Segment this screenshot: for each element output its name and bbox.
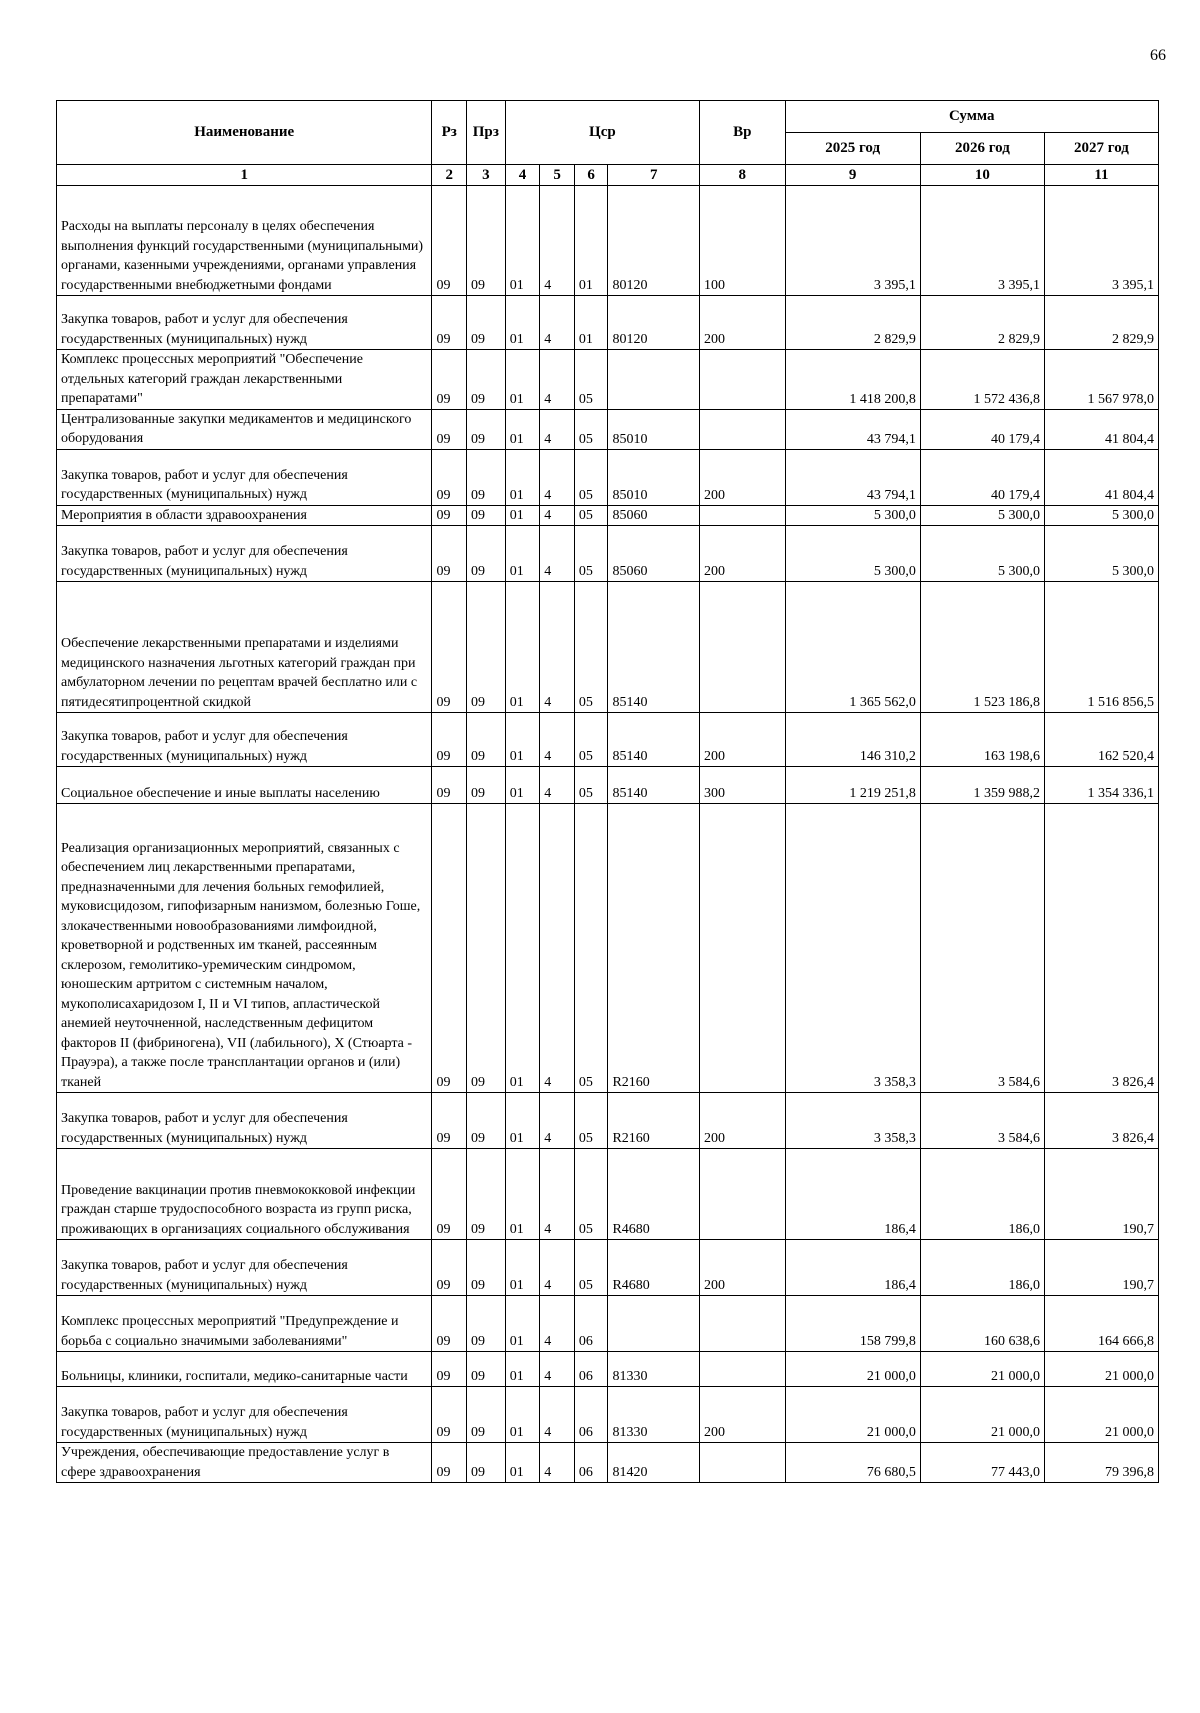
row-csr-2: 4 — [540, 296, 575, 350]
row-csr-3: 05 — [574, 409, 608, 449]
row-name: Учреждения, обеспечивающие предоставление услуг в сфере здравоохранения — [57, 1443, 432, 1483]
row-vr: 300 — [700, 767, 785, 804]
row-csr-2: 4 — [540, 1352, 575, 1387]
row-sum-2027: 3 826,4 — [1044, 804, 1158, 1093]
row-vr: 200 — [700, 713, 785, 767]
row-csr-2: 4 — [540, 804, 575, 1093]
row-sum-2027: 190,7 — [1044, 1149, 1158, 1240]
row-sum-2026: 1 359 988,2 — [920, 767, 1044, 804]
row-vr — [700, 505, 785, 526]
table-row — [57, 505, 1159, 526]
row-csr-3: 05 — [574, 350, 608, 410]
row-sum-2026: 1 572 436,8 — [920, 350, 1044, 410]
row-sum-2025: 5 300,0 — [785, 526, 920, 582]
row-vr — [700, 1296, 785, 1352]
header-sum: Сумма — [785, 101, 1159, 133]
header-rz: Рз — [432, 101, 467, 165]
row-sum-2027: 79 396,8 — [1044, 1443, 1158, 1483]
row-csr-2: 4 — [540, 1296, 575, 1352]
row-csr-1: 01 — [505, 713, 540, 767]
header-name: Наименование — [57, 101, 432, 165]
row-vr: 200 — [700, 1093, 785, 1149]
row-name: Централизованные закупки медикаментов и медицинского оборудования — [57, 409, 432, 449]
row-csr-3: 06 — [574, 1387, 608, 1443]
row-csr-4: 80120 — [608, 296, 700, 350]
row-prz: 09 — [467, 409, 506, 449]
table-row — [57, 582, 1159, 713]
row-sum-2026: 186,0 — [920, 1240, 1044, 1296]
row-sum-2025: 1 418 200,8 — [785, 350, 920, 410]
row-csr-4: 85140 — [608, 713, 700, 767]
row-sum-2025: 186,4 — [785, 1149, 920, 1240]
row-csr-1: 01 — [505, 1387, 540, 1443]
row-csr-2: 4 — [540, 1443, 575, 1483]
row-sum-2027: 190,7 — [1044, 1240, 1158, 1296]
row-name: Проведение вакцинации против пневмококковой инфекции граждан старше трудоспособного возраста из групп риска, проживающих в организациях социального обслуживания — [57, 1149, 432, 1240]
table-row — [57, 767, 1159, 804]
row-csr-4: 85010 — [608, 449, 700, 505]
row-sum-2025: 1 365 562,0 — [785, 582, 920, 713]
row-csr-1: 01 — [505, 350, 540, 410]
row-rz: 09 — [432, 186, 467, 296]
row-rz: 09 — [432, 1387, 467, 1443]
row-prz: 09 — [467, 449, 506, 505]
row-name: Закупка товаров, работ и услуг для обеспечения государственных (муниципальных) нужд — [57, 713, 432, 767]
row-sum-2025: 186,4 — [785, 1240, 920, 1296]
row-csr-4: 81330 — [608, 1387, 700, 1443]
row-sum-2025: 76 680,5 — [785, 1443, 920, 1483]
row-csr-4: 85140 — [608, 767, 700, 804]
row-csr-3: 05 — [574, 1093, 608, 1149]
row-sum-2025: 21 000,0 — [785, 1387, 920, 1443]
table-header-row — [57, 101, 1159, 133]
row-sum-2026: 40 179,4 — [920, 449, 1044, 505]
row-sum-2027: 3 826,4 — [1044, 1093, 1158, 1149]
row-rz: 09 — [432, 767, 467, 804]
row-name: Обеспечение лекарственными препаратами и изделиями медицинского назначения льготных категорий граждан при амбулаторном лечении по рецептам врачей бесплатно или с пятидесятипроцентной скидкой — [57, 582, 432, 713]
row-csr-4 — [608, 1296, 700, 1352]
row-prz: 09 — [467, 1387, 506, 1443]
row-prz: 09 — [467, 505, 506, 526]
row-vr — [700, 582, 785, 713]
row-rz: 09 — [432, 505, 467, 526]
row-csr-2: 4 — [540, 1149, 575, 1240]
table-row — [57, 1387, 1159, 1443]
row-rz: 09 — [432, 1093, 467, 1149]
row-csr-1: 01 — [505, 296, 540, 350]
row-rz: 09 — [432, 713, 467, 767]
col-number: 3 — [467, 165, 506, 186]
row-sum-2027: 162 520,4 — [1044, 713, 1158, 767]
row-csr-3: 05 — [574, 1149, 608, 1240]
row-vr: 200 — [700, 449, 785, 505]
row-sum-2026: 3 584,6 — [920, 1093, 1044, 1149]
table-row — [57, 1352, 1159, 1387]
table-row — [57, 186, 1159, 296]
row-name: Комплекс процессных мероприятий "Обеспечение отдельных категорий граждан лекарственными препаратами" — [57, 350, 432, 410]
row-prz: 09 — [467, 296, 506, 350]
row-sum-2026: 77 443,0 — [920, 1443, 1044, 1483]
page-number: 66 — [1150, 47, 1166, 64]
row-prz: 09 — [467, 350, 506, 410]
header-year-2027: 2027 год — [1044, 133, 1158, 165]
row-sum-2027: 3 395,1 — [1044, 186, 1158, 296]
row-vr: 200 — [700, 526, 785, 582]
row-csr-1: 01 — [505, 449, 540, 505]
col-number: 10 — [920, 165, 1044, 186]
row-sum-2026: 21 000,0 — [920, 1387, 1044, 1443]
row-csr-2: 4 — [540, 526, 575, 582]
row-sum-2025: 1 219 251,8 — [785, 767, 920, 804]
row-csr-2: 4 — [540, 409, 575, 449]
row-rz: 09 — [432, 409, 467, 449]
row-rz: 09 — [432, 1296, 467, 1352]
row-rz: 09 — [432, 1443, 467, 1483]
row-csr-4 — [608, 350, 700, 410]
row-prz: 09 — [467, 767, 506, 804]
row-vr: 200 — [700, 296, 785, 350]
table-row — [57, 296, 1159, 350]
row-rz: 09 — [432, 449, 467, 505]
row-csr-4: R2160 — [608, 1093, 700, 1149]
row-sum-2027: 41 804,4 — [1044, 409, 1158, 449]
row-vr — [700, 1149, 785, 1240]
row-prz: 09 — [467, 1093, 506, 1149]
row-csr-3: 05 — [574, 804, 608, 1093]
column-number-row — [57, 165, 1159, 186]
row-csr-2: 4 — [540, 505, 575, 526]
row-prz: 09 — [467, 186, 506, 296]
table-row — [57, 1093, 1159, 1149]
row-sum-2025: 3 358,3 — [785, 804, 920, 1093]
row-csr-3: 05 — [574, 1240, 608, 1296]
row-name: Закупка товаров, работ и услуг для обеспечения государственных (муниципальных) нужд — [57, 296, 432, 350]
row-csr-4: 85140 — [608, 582, 700, 713]
row-sum-2026: 3 395,1 — [920, 186, 1044, 296]
row-name: Мероприятия в области здравоохранения — [57, 505, 432, 526]
row-csr-1: 01 — [505, 1296, 540, 1352]
row-csr-3: 06 — [574, 1296, 608, 1352]
row-sum-2026: 5 300,0 — [920, 526, 1044, 582]
row-csr-1: 01 — [505, 1443, 540, 1483]
row-prz: 09 — [467, 804, 506, 1093]
row-csr-4: R2160 — [608, 804, 700, 1093]
row-rz: 09 — [432, 1352, 467, 1387]
row-csr-4: 80120 — [608, 186, 700, 296]
row-sum-2027: 164 666,8 — [1044, 1296, 1158, 1352]
row-name: Закупка товаров, работ и услуг для обеспечения государственных (муниципальных) нужд — [57, 1093, 432, 1149]
row-csr-1: 01 — [505, 186, 540, 296]
table-row — [57, 1443, 1159, 1483]
row-vr: 200 — [700, 1387, 785, 1443]
col-number: 9 — [785, 165, 920, 186]
row-csr-4: R4680 — [608, 1149, 700, 1240]
table-row — [57, 350, 1159, 410]
row-csr-1: 01 — [505, 582, 540, 713]
row-prz: 09 — [467, 526, 506, 582]
row-name: Закупка товаров, работ и услуг для обеспечения государственных (муниципальных) нужд — [57, 1387, 432, 1443]
row-csr-2: 4 — [540, 713, 575, 767]
col-number: 7 — [608, 165, 700, 186]
col-number: 1 — [57, 165, 432, 186]
row-rz: 09 — [432, 1149, 467, 1240]
row-csr-3: 05 — [574, 505, 608, 526]
row-sum-2027: 1 567 978,0 — [1044, 350, 1158, 410]
row-prz: 09 — [467, 1443, 506, 1483]
col-number: 4 — [505, 165, 540, 186]
row-csr-1: 01 — [505, 1093, 540, 1149]
row-csr-3: 06 — [574, 1352, 608, 1387]
row-csr-3: 01 — [574, 186, 608, 296]
table-row — [57, 1149, 1159, 1240]
row-csr-4: 85060 — [608, 505, 700, 526]
row-sum-2026: 160 638,6 — [920, 1296, 1044, 1352]
row-rz: 09 — [432, 582, 467, 713]
row-sum-2026: 2 829,9 — [920, 296, 1044, 350]
row-prz: 09 — [467, 1296, 506, 1352]
row-name: Социальное обеспечение и иные выплаты населению — [57, 767, 432, 804]
row-sum-2026: 3 584,6 — [920, 804, 1044, 1093]
row-csr-1: 01 — [505, 505, 540, 526]
table-body — [57, 186, 1159, 1483]
row-name: Больницы, клиники, госпитали, медико-санитарные части — [57, 1352, 432, 1387]
row-csr-3: 06 — [574, 1443, 608, 1483]
row-csr-3: 05 — [574, 713, 608, 767]
row-prz: 09 — [467, 582, 506, 713]
budget-table — [56, 100, 1159, 1483]
row-csr-4: 81420 — [608, 1443, 700, 1483]
header-csr: Цср — [505, 101, 699, 165]
row-sum-2026: 5 300,0 — [920, 505, 1044, 526]
col-number: 8 — [700, 165, 785, 186]
header-prz: Прз — [467, 101, 506, 165]
row-sum-2026: 40 179,4 — [920, 409, 1044, 449]
row-csr-4: 81330 — [608, 1352, 700, 1387]
table-row — [57, 409, 1159, 449]
row-csr-2: 4 — [540, 186, 575, 296]
table-row — [57, 526, 1159, 582]
row-vr — [700, 1352, 785, 1387]
header-vr: Вр — [700, 101, 785, 165]
table-row — [57, 1240, 1159, 1296]
row-name: Реализация организационных мероприятий, связанных с обеспечением лиц лекарственными препаратами, предназначенными для лечения больных гемофилией, муковисцидозом, гипофизарным нанизмом, болезнью Гоше, злокачественными новообразованиями лимфоидной, кроветворной и родственных им тканей, рассеянным склерозом, гемолитико-уремическим синдромом, юношеским артритом с системным началом, мукополисахаридозом I, II и VI типов, апластической анемией неуточненной, наследственным дефицитом факторов II (фибриногена), VII (лабильного), X (Стюарта - Прауэра), а также после трансплантации органов и (или) тканей — [57, 804, 432, 1093]
row-csr-3: 05 — [574, 526, 608, 582]
row-sum-2027: 5 300,0 — [1044, 526, 1158, 582]
col-number: 2 — [432, 165, 467, 186]
row-sum-2025: 146 310,2 — [785, 713, 920, 767]
col-number: 5 — [540, 165, 575, 186]
row-prz: 09 — [467, 713, 506, 767]
row-vr — [700, 804, 785, 1093]
row-prz: 09 — [467, 1352, 506, 1387]
row-sum-2027: 5 300,0 — [1044, 505, 1158, 526]
row-sum-2027: 21 000,0 — [1044, 1387, 1158, 1443]
row-csr-2: 4 — [540, 1387, 575, 1443]
row-rz: 09 — [432, 804, 467, 1093]
row-vr: 100 — [700, 186, 785, 296]
row-sum-2027: 1 354 336,1 — [1044, 767, 1158, 804]
row-csr-3: 05 — [574, 767, 608, 804]
row-vr — [700, 1443, 785, 1483]
row-csr-3: 01 — [574, 296, 608, 350]
row-prz: 09 — [467, 1149, 506, 1240]
row-name: Закупка товаров, работ и услуг для обеспечения государственных (муниципальных) нужд — [57, 1240, 432, 1296]
row-sum-2026: 1 523 186,8 — [920, 582, 1044, 713]
row-sum-2025: 3 358,3 — [785, 1093, 920, 1149]
row-vr: 200 — [700, 1240, 785, 1296]
row-csr-1: 01 — [505, 1149, 540, 1240]
row-rz: 09 — [432, 296, 467, 350]
row-sum-2027: 21 000,0 — [1044, 1352, 1158, 1387]
col-number: 11 — [1044, 165, 1158, 186]
row-csr-2: 4 — [540, 767, 575, 804]
row-sum-2025: 21 000,0 — [785, 1352, 920, 1387]
row-csr-4: 85010 — [608, 409, 700, 449]
row-csr-3: 05 — [574, 582, 608, 713]
row-prz: 09 — [467, 1240, 506, 1296]
row-rz: 09 — [432, 350, 467, 410]
row-csr-1: 01 — [505, 1352, 540, 1387]
row-sum-2025: 43 794,1 — [785, 409, 920, 449]
row-rz: 09 — [432, 526, 467, 582]
row-csr-1: 01 — [505, 1240, 540, 1296]
row-name: Расходы на выплаты персоналу в целях обеспечения выполнения функций государственными (муниципальными) органами, казенными учреждениями, органами управления государственными внебюджетными фондами — [57, 186, 432, 296]
row-csr-2: 4 — [540, 1240, 575, 1296]
row-name: Комплекс процессных мероприятий "Предупреждение и борьба с социально значимыми заболеваниями" — [57, 1296, 432, 1352]
row-sum-2026: 21 000,0 — [920, 1352, 1044, 1387]
table-row — [57, 804, 1159, 1093]
row-csr-4: 85060 — [608, 526, 700, 582]
row-csr-2: 4 — [540, 350, 575, 410]
row-sum-2025: 5 300,0 — [785, 505, 920, 526]
table-row — [57, 1296, 1159, 1352]
row-csr-1: 01 — [505, 767, 540, 804]
row-sum-2027: 2 829,9 — [1044, 296, 1158, 350]
row-csr-4: R4680 — [608, 1240, 700, 1296]
row-csr-3: 05 — [574, 449, 608, 505]
row-name: Закупка товаров, работ и услуг для обеспечения государственных (муниципальных) нужд — [57, 526, 432, 582]
row-sum-2025: 2 829,9 — [785, 296, 920, 350]
row-csr-1: 01 — [505, 526, 540, 582]
row-sum-2025: 43 794,1 — [785, 449, 920, 505]
row-csr-2: 4 — [540, 582, 575, 713]
row-sum-2025: 3 395,1 — [785, 186, 920, 296]
col-number: 6 — [574, 165, 608, 186]
row-sum-2026: 163 198,6 — [920, 713, 1044, 767]
row-csr-1: 01 — [505, 409, 540, 449]
row-sum-2026: 186,0 — [920, 1149, 1044, 1240]
header-year-2026: 2026 год — [920, 133, 1044, 165]
row-sum-2027: 1 516 856,5 — [1044, 582, 1158, 713]
row-rz: 09 — [432, 1240, 467, 1296]
row-vr — [700, 350, 785, 410]
row-vr — [700, 409, 785, 449]
row-csr-2: 4 — [540, 449, 575, 505]
table-row — [57, 713, 1159, 767]
header-year-2025: 2025 год — [785, 133, 920, 165]
row-sum-2025: 158 799,8 — [785, 1296, 920, 1352]
row-csr-1: 01 — [505, 804, 540, 1093]
row-sum-2027: 41 804,4 — [1044, 449, 1158, 505]
row-name: Закупка товаров, работ и услуг для обеспечения государственных (муниципальных) нужд — [57, 449, 432, 505]
table-row — [57, 449, 1159, 505]
row-csr-2: 4 — [540, 1093, 575, 1149]
